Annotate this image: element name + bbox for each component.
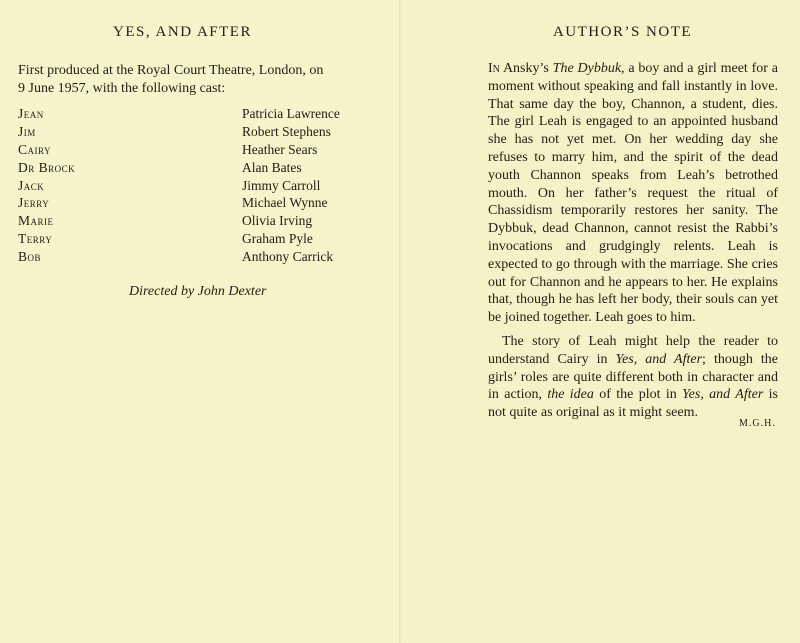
cast-actor: Olivia Irving [242, 213, 313, 229]
work-title: Yes, and After [682, 387, 764, 403]
cast-list [18, 105, 388, 266]
cast-role: Cairy [18, 141, 52, 157]
cast-role: Jim [18, 123, 36, 139]
cast-role: Marie [18, 213, 54, 229]
cast-role: Jerry [18, 195, 50, 211]
cast-role: Bob [18, 249, 42, 265]
cast-row [18, 212, 388, 230]
work-title: The Dybbuk [552, 61, 622, 76]
note-text: , a boy and a girl meet for a moment without speaking and fall instantly in love. That same day the boy, Channon, a student, dies. The girl Leah is engaged to an appointed husband she has not yet met. On her wedding day she refuses to marry him, and the spirit of the dead youth Channon speaks from Leah’s betrothed mouth. On her father’s request the ritual of Chassidism temporarily restores her sanity. The Dybbuk, dead Channon, cannot resist the Rabbi’s invocations and grudgingly relents. Leah is expected to go through with the marriage. She cries out for Channon and he appears to her. He explains that, though he has left her body, their souls can yet be joined together. Leah goes to him. [488, 61, 778, 326]
cast-actor: Heather Sears [242, 141, 318, 157]
note-paragraph [488, 60, 778, 327]
cast-row [18, 230, 388, 248]
cast-actor: Robert Stephens [242, 123, 331, 139]
production-intro [18, 62, 378, 98]
cast-actor: Alan Bates [242, 159, 302, 175]
cast-actor: Jimmy Carroll [242, 177, 321, 193]
intro-line-1: First produced at the Royal Court Theatre, London, on [18, 63, 324, 78]
note-text: Ansky’s [499, 61, 553, 76]
cast-row [18, 105, 388, 123]
cast-role: Terry [18, 231, 53, 247]
cast-row [18, 141, 388, 159]
cast-role: Dr Brock [18, 159, 76, 175]
cast-role: Jean [18, 106, 44, 121]
note-text: ; though the girls’ roles are quite different both in character and in action, [488, 351, 778, 403]
note-text: The story of Leah might help the reader to understand Cairy in [488, 333, 778, 367]
note-paragraph [488, 333, 778, 422]
cast-row [18, 177, 388, 195]
note-text: is not quite as original as it might seem. [488, 387, 778, 421]
cast-row [18, 123, 388, 141]
work-title: Yes, and After [615, 351, 703, 367]
cast-actor: Patricia Lawrence [242, 106, 340, 121]
author-initials: M.G.H. [739, 418, 776, 429]
cast-actor: Anthony Carrick [242, 249, 334, 265]
book-gutter [399, 0, 401, 643]
cast-row [18, 194, 388, 212]
cast-row [18, 248, 388, 266]
intro-line-2: 9 June 1957, with the following cast: [18, 81, 226, 96]
author-note-heading: AUTHOR’S NOTE [552, 24, 693, 40]
note-text: of the plot in [593, 387, 683, 403]
cast-role: Jack [18, 177, 45, 193]
director-credit: Directed by John Dexter [129, 284, 267, 299]
author-note-body [488, 60, 778, 422]
cast-actor: Graham Pyle [242, 231, 313, 247]
cast-actor: Michael Wynne [242, 195, 328, 211]
drop-lead: In [488, 61, 500, 76]
cast-row [18, 159, 388, 177]
emphasis: the idea [547, 387, 594, 403]
play-title: YES, AND AFTER [113, 24, 252, 40]
